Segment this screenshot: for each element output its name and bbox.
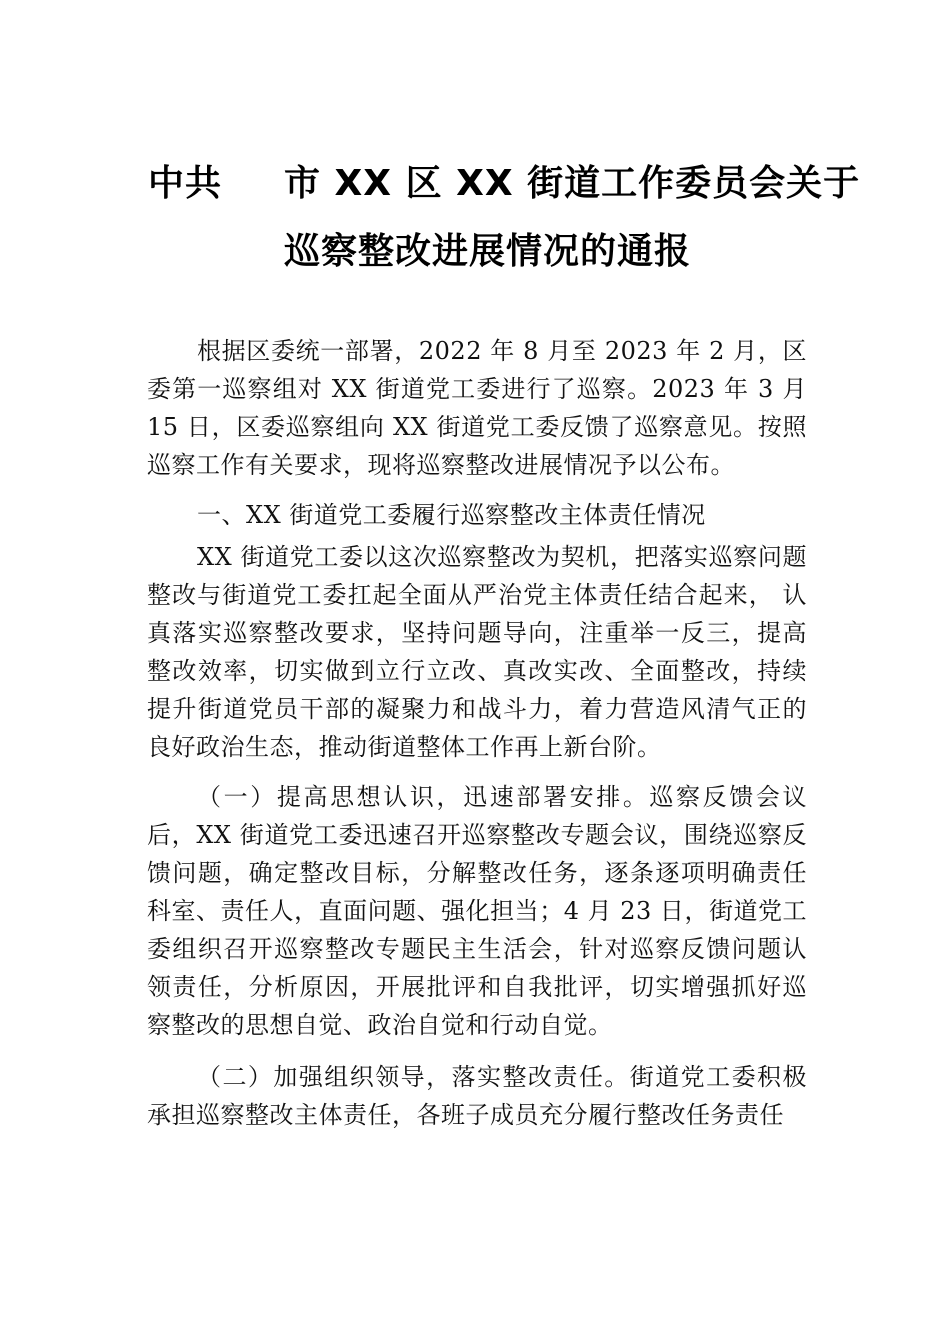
title-prefix: 中共 — [148, 163, 223, 204]
title-line-2: 巡察整改进展情况的通报 — [284, 231, 692, 272]
paragraph-intro: 根据区委统一部署，2022 年 8 月至 2023 年 2 月，区委第一巡察组对 XX 街道党工委进行了巡察。2023 年 3 月 15 日，区委巡察组向 XX 街道党工委反馈了巡察意见。按照巡察工作有关要求，现将巡察整改进展情况予以公布。 — [147, 337, 807, 479]
paragraph-subsection-1: （一）提高思想认识，迅速部署安排。巡察反馈会议后，XX 街道党工委迅速召开巡察整改专题会议，围绕巡察反馈问题，确定整改目标，分解整改任务，逐条逐项明确责任科室、责任人，直面问题、强化担当；4 月 23 日，街道党工委组织召开巡察整改专题民主生活会，针对巡察反馈问题认领责任，分析原因，开展批评和自我批评，切实增强抓好巡察整改的思想自觉、政治自觉和行动自觉。 — [147, 783, 807, 1039]
paragraph-section-1: XX 街道党工委以这次巡察整改为契机，把落实巡察问题整改与街道党工委扛起全面从严治党主体责任结合起来， 认真落实巡察整改要求，坚持问题导向，注重举一反三，提高整改效率，切实做到立行立改、真改实改、全面整改，持续提升街道党员干部的凝聚力和战斗力，着力营造风清气正的良好政治生态，推动街道整体工作再上新台阶。 — [147, 543, 807, 761]
section-heading-1: 一、XX 街道党工委履行巡察整改主体责任情况 — [197, 501, 706, 529]
paragraph-subsection-2: （二）加强组织领导，落实整改责任。街道党工委积极承担巡察整改主体责任，各班子成员充分履行整改任务责任 — [147, 1063, 807, 1129]
title-line-1: 市 XX 区 XX 街道工作委员会关于 — [284, 163, 861, 204]
